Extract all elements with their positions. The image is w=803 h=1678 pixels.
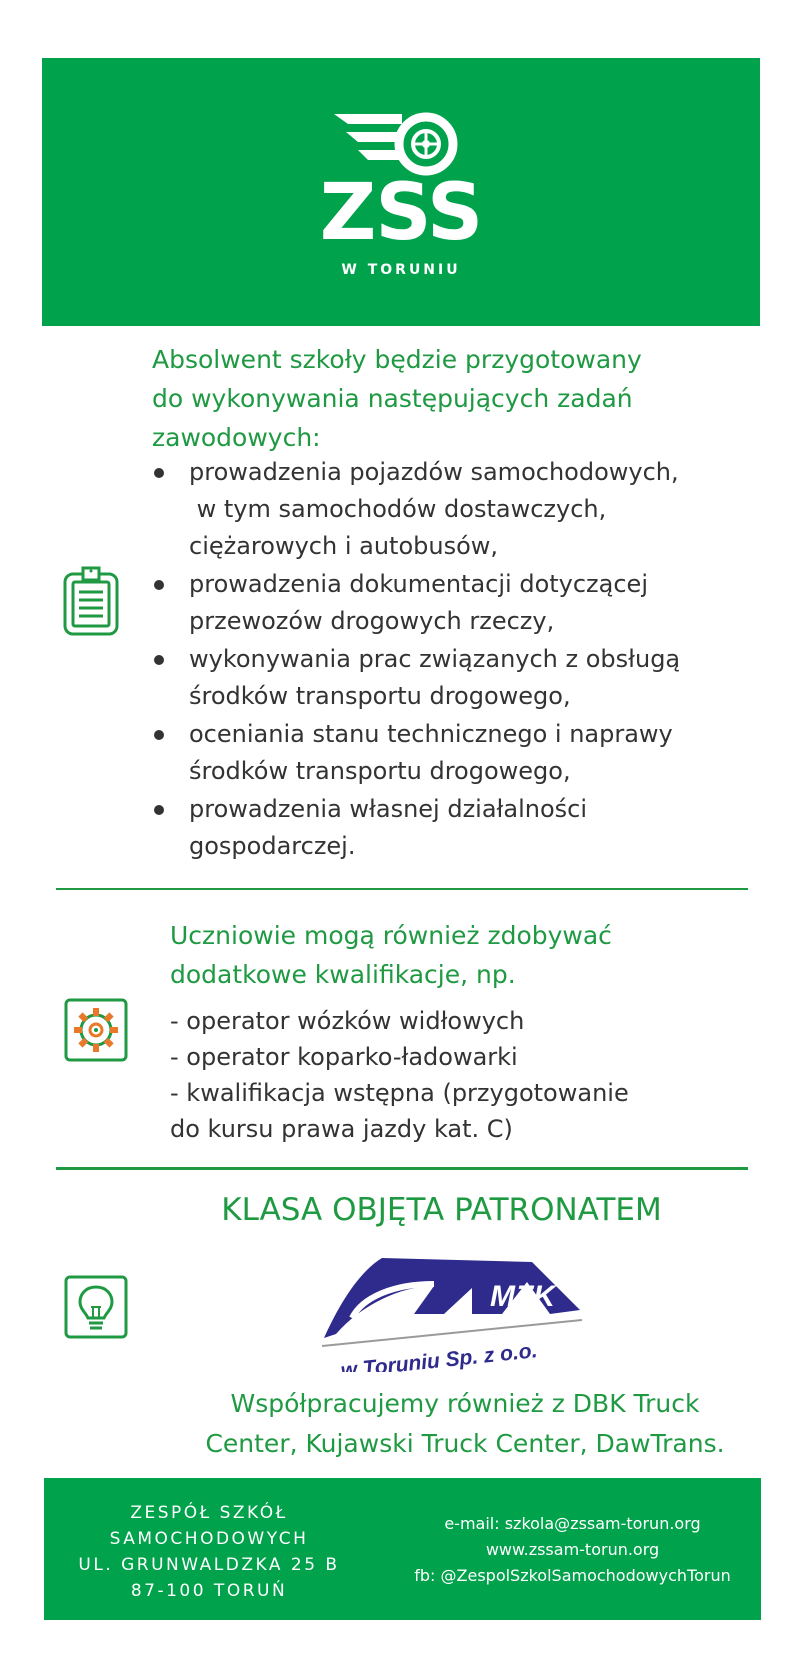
- list-item: [152, 791, 732, 865]
- website-link[interactable]: www.zssam-torun.org: [485, 1540, 660, 1559]
- list-item: - operator wózków widłowych: [170, 1007, 525, 1035]
- task-line: środków transportu drogowego,: [189, 757, 571, 785]
- task-line: prowadzenia pojazdów samochodowych,: [189, 458, 679, 486]
- contact-info: [390, 1511, 755, 1589]
- task-line: oceniania stanu technicznego i naprawy: [189, 720, 673, 748]
- school-address: [74, 1500, 344, 1604]
- list-item: [152, 641, 732, 715]
- qualifications-list: [170, 1003, 730, 1147]
- section1-title-line: Absolwent szkoły będzie przygotowany: [152, 345, 642, 374]
- tasks-list: [152, 454, 732, 866]
- task-line: środków transportu drogowego,: [189, 682, 571, 710]
- address-line: SAMOCHODOWYCH: [109, 1529, 309, 1549]
- list-item: do kursu prawa jazdy kat. C): [170, 1115, 513, 1143]
- patron-logo-text: MZK: [490, 1280, 555, 1313]
- cooperation-line: Center, Kujawski Truck Center, DawTrans.: [205, 1429, 725, 1458]
- section1-title-line: do wykonywania następujących zadań: [152, 384, 633, 413]
- gear-icon: [64, 998, 124, 1058]
- cooperation-text: [160, 1384, 770, 1464]
- task-line: prowadzenia własnej działalności: [189, 795, 588, 823]
- section1-title: [152, 340, 712, 457]
- wheel-logo-icon: [332, 112, 472, 176]
- logo-text: ZSS: [319, 168, 483, 258]
- task-line: ciężarowych i autobusów,: [189, 532, 499, 560]
- section1-title-line: zawodowych:: [152, 423, 321, 452]
- task-line: w tym samochodów dostawczych,: [189, 495, 607, 523]
- footer: [44, 1478, 761, 1620]
- list-item: [152, 566, 732, 640]
- task-line: wykonywania prac związanych z obsługą: [189, 645, 681, 673]
- divider: [56, 1167, 748, 1170]
- address-line: 87-100 TORUŃ: [130, 1581, 288, 1601]
- patron-title: KLASA OBJĘTA PATRONATEM: [221, 1192, 662, 1228]
- task-line: prowadzenia dokumentacji dotyczącej: [189, 570, 648, 598]
- section2-title-line: Uczniowie mogą również zdobywać: [170, 921, 612, 950]
- task-line: przewozów drogowych rzeczy,: [189, 607, 555, 635]
- clipboard-icon: [62, 566, 122, 626]
- logo-subtitle: W TORUNIU: [341, 262, 461, 278]
- section2-title-line: dodatkowe kwalifikacje, np.: [170, 960, 516, 989]
- task-line: gospodarczej.: [189, 832, 356, 860]
- header-banner: [42, 58, 760, 326]
- section2-title: [170, 916, 730, 994]
- list-item: [152, 454, 732, 565]
- email-link[interactable]: e-mail: szkola@zssam-torun.org: [444, 1514, 701, 1533]
- patron-logo-subtitle: w Toruniu Sp. z o.o.: [339, 1339, 539, 1372]
- facebook-link[interactable]: fb: @ZespolSzkolSamochodowychTorun: [414, 1566, 731, 1585]
- cooperation-line: Współpracujemy również z DBK Truck: [230, 1389, 700, 1418]
- address-line: UL. GRUNWALDZKA 25 B: [78, 1555, 340, 1575]
- address-line: ZESPÓŁ SZKÓŁ: [130, 1503, 288, 1523]
- list-item: - operator koparko-ładowarki: [170, 1043, 518, 1071]
- list-item: [152, 716, 732, 790]
- lightbulb-icon: [64, 1275, 124, 1335]
- divider: [56, 888, 748, 890]
- list-item: - kwalifikacja wstępna (przygotowanie: [170, 1079, 629, 1107]
- patron-logo: [322, 1248, 582, 1376]
